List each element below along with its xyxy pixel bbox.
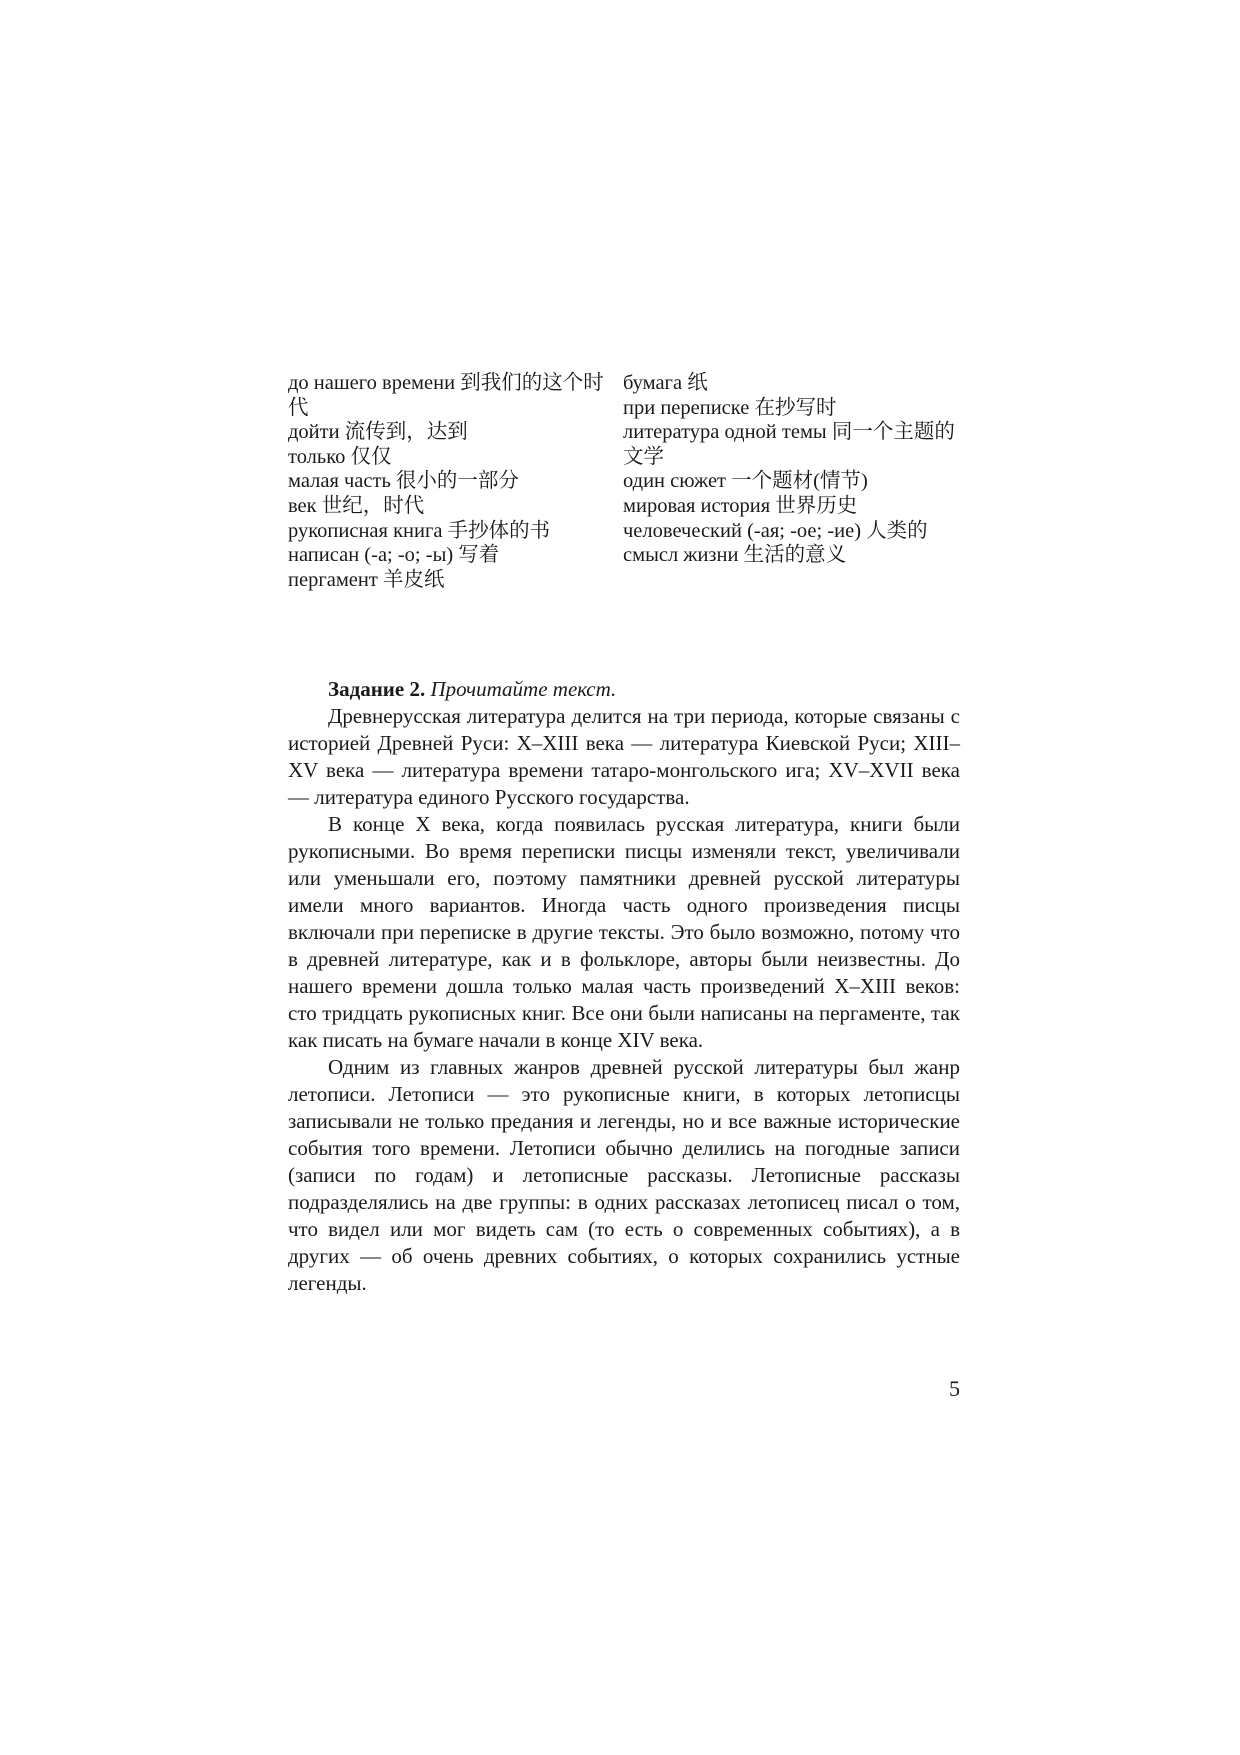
text-paragraph: Древнерусская литература делится на три периода, которые связаны с историей Древней Руси: X–XIII века — литература Киевской Руси; XIII–XV века — литература времени татаро-монгольского ига; XV–XVII века — литература единого Русского государства. [288, 704, 960, 809]
text-paragraph: Одним из главных жанров древней русской литературы был жанр летописи. Летописи — это рукописные книги, в которых летописцы записывали не только предания и легенды, но и все важные исторические события того времени. Летописи обычно делились на погодные записи (записи по годам) и летописные рассказы. Летописные рассказы подразделялись на две группы: в одних рассказах летописец писал о том, что видел или мог видеть сам (то есть о современных событиях), а в других — об очень древних событиях, о которых сохранились устные легенды. [288, 1055, 960, 1295]
vocabulary-item: рукописная книга 手抄体的书 [288, 519, 551, 542]
vocabulary-column-left [288, 371, 604, 592]
vocabulary-item: только 仅仅 [288, 445, 392, 468]
vocabulary-item: написан (-а; -о; -ы) 写着 [288, 544, 500, 567]
vocabulary-item: человеческий (-ая; -ое; -ие) 人类的 [623, 519, 928, 542]
vocabulary-item: век 世纪，时代 [288, 494, 425, 517]
vocabulary-item: бумага 纸 [623, 372, 708, 394]
task-section [288, 676, 960, 1297]
task-heading [288, 676, 960, 703]
vocabulary-item: до нашего времени 到我们的这个时代 [288, 372, 604, 419]
vocabulary-item: малая часть 很小的一部分 [288, 470, 519, 493]
text-paragraph: В конце X века, когда появилась русская литература, книги были рукописными. Во время переписки писцы изменяли текст, увеличивали или уменьшали его, поэтому памятники древней русской литературы имели много вариантов. Иногда часть одного произведения писцы включали при переписке в другие тексты. Это было возможно, потому что в древней литературе, как и в фольклоре, авторы были неизвестны. До нашего времени дошла только малая часть произведений X–XIII веков: сто тридцать рукописных книг. Все они были написаны на пергаменте, так как писать на бумаге начали в конце XIV века. [288, 812, 960, 1052]
vocabulary-item: один сюжет 一个题材(情节) [623, 470, 868, 493]
task-number: Задание 2. [328, 677, 426, 701]
vocabulary-item: смысл жизни 生活的意义 [623, 544, 847, 567]
vocabulary-item: при переписке 在抄写时 [623, 396, 837, 419]
vocabulary-item: литература одной темы 同一个主题的文学 [623, 421, 955, 468]
vocabulary-item: мировая история 世界历史 [623, 494, 858, 517]
vocabulary-item: пергамент 羊皮纸 [288, 568, 445, 591]
vocabulary-column-right [623, 371, 960, 568]
page-number: 5 [949, 1376, 960, 1401]
task-instruction: Прочитайте текст. [430, 677, 617, 701]
vocabulary-item: дойти 流传到，达到 [288, 421, 468, 444]
